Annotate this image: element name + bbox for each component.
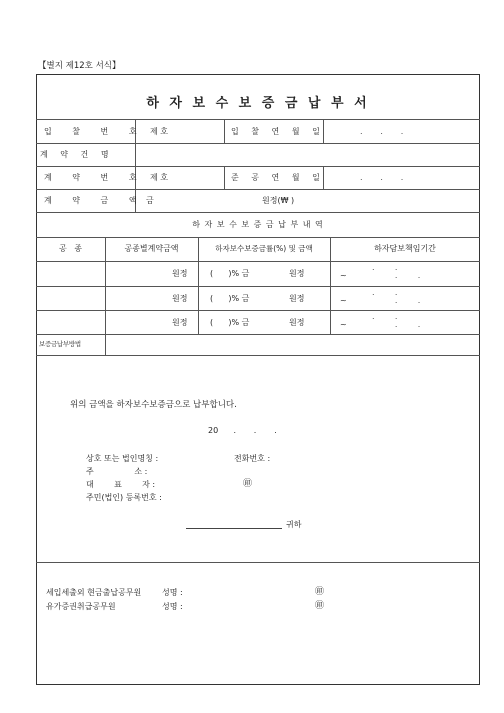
row3-rate: ( )% 금: [210, 318, 250, 327]
row-divider: [36, 286, 480, 287]
recipient-suffix: 귀하: [286, 520, 302, 529]
row-divider: [36, 143, 480, 144]
row1-rate: ( )% 금: [210, 269, 250, 278]
address-label: 주 소 :: [86, 467, 148, 476]
row-divider: [36, 119, 480, 120]
securities-officer-name-label: 성명 :: [162, 602, 183, 611]
header-warranty-period: 하자담보책임기간: [374, 244, 436, 253]
row2-period[interactable]: ~: [340, 296, 347, 305]
completion-date-label: 준 공 연 월 일: [231, 173, 325, 182]
cash-officer-name-label: 성명 :: [162, 588, 183, 597]
row3-deposit: 원정: [289, 318, 305, 327]
seal-icon: ㊞: [315, 587, 325, 597]
bid-number-value[interactable]: 제 호: [150, 127, 168, 136]
col-divider: [105, 334, 106, 355]
row-divider: [36, 562, 480, 563]
form-label: 【별지 제12호 서식】: [38, 61, 121, 71]
row1-deposit: 원정: [289, 269, 305, 278]
seal-icon: ㊞: [315, 601, 325, 611]
contract-amount-label: 계 약 금 액: [44, 196, 146, 205]
recipient-line[interactable]: [186, 528, 282, 529]
cash-officer-label: 세입세출외 현금출납공무원: [46, 588, 142, 597]
contract-name-field[interactable]: [140, 151, 470, 161]
contract-number-label: 계 약 번 호: [44, 173, 146, 182]
securities-officer-label: 유가증권취급공무원: [46, 602, 116, 611]
contract-amount-prefix: 금: [146, 196, 154, 205]
row-divider: [36, 261, 480, 262]
row3-amount: 원정: [172, 318, 188, 327]
row-divider: [36, 310, 480, 311]
breakdown-section-title: 하 자 보 수 보 증 금 납 부 내 역: [192, 220, 324, 229]
col-divider: [224, 119, 225, 143]
representative-label: 대 표 자 :: [86, 480, 156, 489]
payment-method-field[interactable]: [110, 339, 475, 351]
row3-period[interactable]: ~: [340, 320, 347, 329]
row-divider: [36, 189, 480, 190]
contract-number-value[interactable]: 제 호: [150, 173, 168, 182]
row3-period-marks: . . . .: [372, 312, 421, 329]
date-line[interactable]: 20 . . .: [208, 426, 277, 435]
row-divider: [36, 166, 480, 167]
row-divider: [36, 355, 480, 356]
header-work-type: 공 종: [58, 244, 83, 253]
bid-date-value[interactable]: . . .: [360, 127, 404, 136]
row-divider: [36, 334, 480, 335]
company-name-label: 상호 또는 법인명칭 :: [86, 454, 159, 463]
registration-number-label: 주민(법인) 등록번호 :: [86, 493, 162, 502]
row1-period[interactable]: ~: [340, 271, 347, 280]
payment-statement: 위의 금액을 하자보수보증금으로 납부합니다.: [70, 400, 237, 410]
row-divider: [36, 237, 480, 238]
header-deposit-rate: 하자보수보증금률(%) 및 금액: [215, 244, 313, 253]
bid-number-label: 입 찰 번 호: [44, 127, 146, 136]
seal-icon: ㊞: [243, 479, 253, 489]
document-title: 하 자 보 수 보 증 금 납 부 서: [146, 96, 370, 111]
row2-deposit: 원정: [289, 294, 305, 303]
bid-date-label: 입 찰 연 월 일: [231, 127, 325, 136]
row2-rate: ( )% 금: [210, 294, 250, 303]
row1-amount: 원정: [172, 269, 188, 278]
contract-name-label: 계 약 건 명: [40, 150, 114, 159]
header-contract-amount: 공종별계약금액: [124, 244, 179, 253]
row2-amount: 원정: [172, 294, 188, 303]
phone-label: 전화번호 :: [234, 454, 271, 463]
payment-method-label: 보증금납부방법: [39, 340, 81, 348]
row1-period-marks: . . . .: [372, 263, 421, 280]
col-divider: [224, 166, 225, 189]
completion-date-value[interactable]: . . .: [360, 173, 404, 182]
row2-period-marks: . . . .: [372, 288, 421, 305]
row-divider: [36, 212, 480, 213]
contract-amount-value[interactable]: 원정(₩ ): [262, 196, 295, 205]
